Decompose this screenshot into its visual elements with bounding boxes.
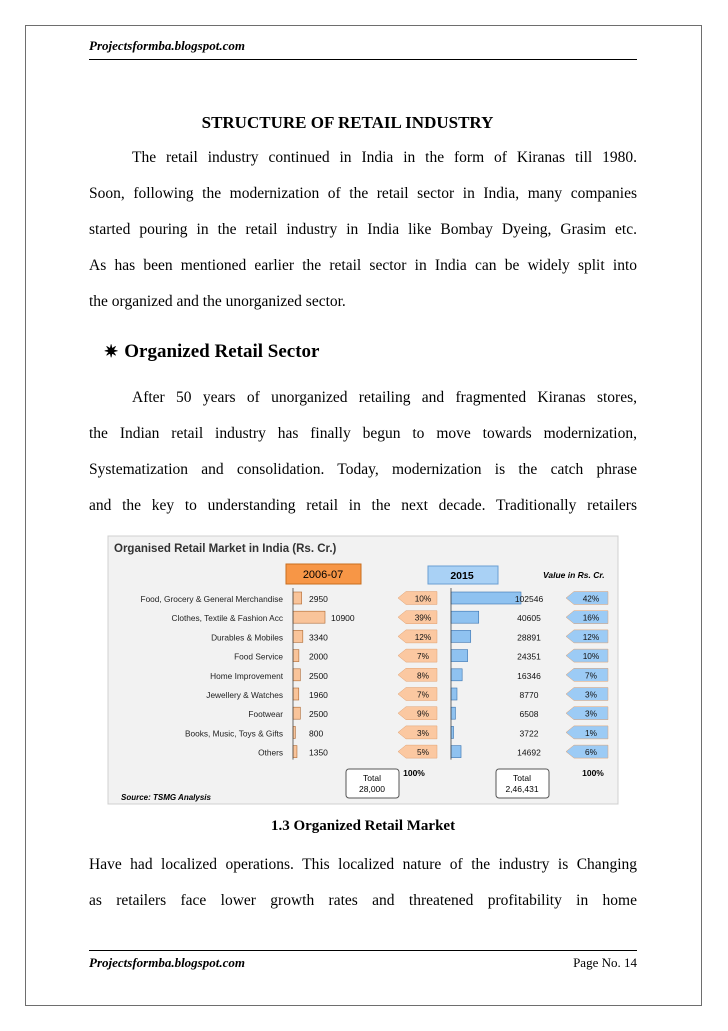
share-2015: 1% xyxy=(585,727,597,738)
share-2006-07: 12% xyxy=(414,631,432,642)
section-line: and the key to understanding retail in the next decade. Traditionally retailers xyxy=(89,497,637,514)
share-2006-07: 7% xyxy=(417,651,429,662)
share-2006-07: 9% xyxy=(417,708,429,719)
total-2006-value: 28,000 xyxy=(359,784,385,794)
share-2006-07: 8% xyxy=(417,670,429,681)
intro-line: The retail industry continued in India in the form of Kiranas till 1980. xyxy=(132,149,637,166)
chart-svg xyxy=(103,535,623,807)
total-2015-value: 2,46,431 xyxy=(505,784,539,794)
bar-2006-07 xyxy=(293,611,325,623)
share-2006-07: 39% xyxy=(414,612,432,623)
section-line: Systematization and consolidation. Today, modernization is the catch phrase xyxy=(89,461,637,478)
bar-2006-07-value: 800 xyxy=(309,728,324,739)
legend-2015-label: 2015 xyxy=(450,570,474,582)
chart-title: Organised Retail Market in India (Rs. Cr.) xyxy=(114,543,337,555)
bar-2006-07 xyxy=(293,650,299,662)
share-2015: 10% xyxy=(582,651,600,662)
bar-2006-07 xyxy=(293,630,303,642)
share-2015: 3% xyxy=(585,708,597,719)
intro-line: Soon, following the modernization of the retail sector in India, many companies xyxy=(89,185,637,202)
bar-2015 xyxy=(451,707,455,719)
bar-2006-07-value: 2000 xyxy=(309,651,328,662)
share-2015: 3% xyxy=(585,689,597,700)
section-heading-text: Organized Retail Sector xyxy=(124,341,320,362)
bar-2006-07 xyxy=(293,669,300,681)
value-note: Value in Rs. Cr. xyxy=(543,570,605,580)
bar-2015 xyxy=(451,592,521,604)
bar-2006-07-value: 2500 xyxy=(309,709,328,720)
chart-source: Source: TSMG Analysis xyxy=(121,793,211,802)
total-2006-label: Total xyxy=(363,773,381,783)
header-divider xyxy=(89,59,637,60)
retail-market-chart xyxy=(103,535,623,807)
section-line: the Indian retail industry has finally begun to move towards modernization, xyxy=(89,425,637,442)
bar-2015 xyxy=(451,688,457,700)
share-2015: 7% xyxy=(585,670,597,681)
category-label: Others xyxy=(258,747,283,758)
intro-paragraph xyxy=(89,140,637,320)
category-label: Food Service xyxy=(234,651,283,662)
share-2006-07: 7% xyxy=(417,689,429,700)
star-bullet-icon: ✷ xyxy=(104,342,119,361)
chart-frame xyxy=(108,536,618,804)
footer-divider xyxy=(89,950,637,951)
bar-2015-value: 102546 xyxy=(514,594,544,604)
share-2015: 16% xyxy=(582,612,600,623)
bar-2015 xyxy=(451,746,461,758)
category-label: Jewellery & Watches xyxy=(206,690,283,700)
closing-paragraph xyxy=(89,847,637,919)
bar-2015-value: 24351 xyxy=(517,651,541,662)
intro-line: As has been mentioned earlier the retail sector in India can be widely split into xyxy=(89,257,637,274)
bar-2015-value: 8770 xyxy=(519,690,539,700)
bar-2015-value: 6508 xyxy=(519,709,539,720)
share-2006-07: 3% xyxy=(417,727,429,738)
section-heading xyxy=(104,341,319,363)
closing-line: Have had localized operations. This localized nature of the industry is Changing xyxy=(89,856,637,873)
bar-2006-07-value: 1350 xyxy=(309,747,328,758)
share-total-2015: 100% xyxy=(582,768,604,778)
section-paragraph xyxy=(89,380,637,524)
share-2015: 6% xyxy=(585,747,597,758)
bar-2015-value: 40605 xyxy=(517,613,541,624)
bar-2015-value: 16346 xyxy=(517,670,541,681)
category-label: Clothes, Textile & Fashion Acc xyxy=(171,613,283,624)
share-2015: 12% xyxy=(582,631,600,642)
bar-2006-07 xyxy=(293,688,299,700)
figure-caption: 1.3 Organized Retail Market xyxy=(270,818,456,834)
bar-2006-07-value: 2950 xyxy=(309,594,328,604)
category-label: Books, Music, Toys & Gifts xyxy=(184,728,283,739)
share-total-2006: 100% xyxy=(403,768,425,778)
header-site: Projectsformba.blogspot.com xyxy=(89,38,245,53)
bar-2015-value: 3722 xyxy=(519,728,539,739)
total-2015-label: Total xyxy=(513,773,531,783)
intro-line: the organized and the unorganized sector. xyxy=(89,293,346,310)
share-2006-07: 10% xyxy=(414,593,432,604)
bar-2015 xyxy=(451,630,471,642)
bar-2006-07-value: 1960 xyxy=(309,690,328,700)
category-label: Food, Grocery & General Merchandise xyxy=(140,594,283,604)
closing-line: as retailers face lower growth rates and threatened profitability in home xyxy=(89,892,637,909)
bar-2006-07-value: 3340 xyxy=(309,632,328,643)
bar-2006-07 xyxy=(293,746,297,758)
bar-2006-07-value: 10900 xyxy=(331,613,355,624)
category-label: Footwear xyxy=(248,709,283,720)
bar-2015 xyxy=(451,650,468,662)
bar-2015 xyxy=(451,669,462,681)
bar-2015 xyxy=(451,611,479,623)
page-number: Page No. 14 xyxy=(573,955,637,970)
intro-line: started pouring in the retail industry in India like Bombay Dyeing, Grasim etc. xyxy=(89,221,637,238)
bar-2006-07 xyxy=(293,707,300,719)
page-title: STRUCTURE OF RETAIL INDUSTRY xyxy=(201,113,494,132)
share-2006-07: 5% xyxy=(417,747,429,758)
bar-2006-07 xyxy=(293,592,302,604)
bar-2015-value: 28891 xyxy=(517,632,541,643)
footer-site: Projectsformba.blogspot.com xyxy=(89,955,245,970)
section-line: After 50 years of unorganized retailing and fragmented Kiranas stores, xyxy=(132,389,637,406)
category-label: Durables & Mobiles xyxy=(211,632,283,643)
bar-2015-value: 14692 xyxy=(517,747,541,758)
legend-2006-label: 2006-07 xyxy=(302,569,344,581)
category-label: Home Improvement xyxy=(210,670,283,681)
bar-2006-07-value: 2500 xyxy=(309,670,328,681)
share-2015: 42% xyxy=(582,593,600,604)
